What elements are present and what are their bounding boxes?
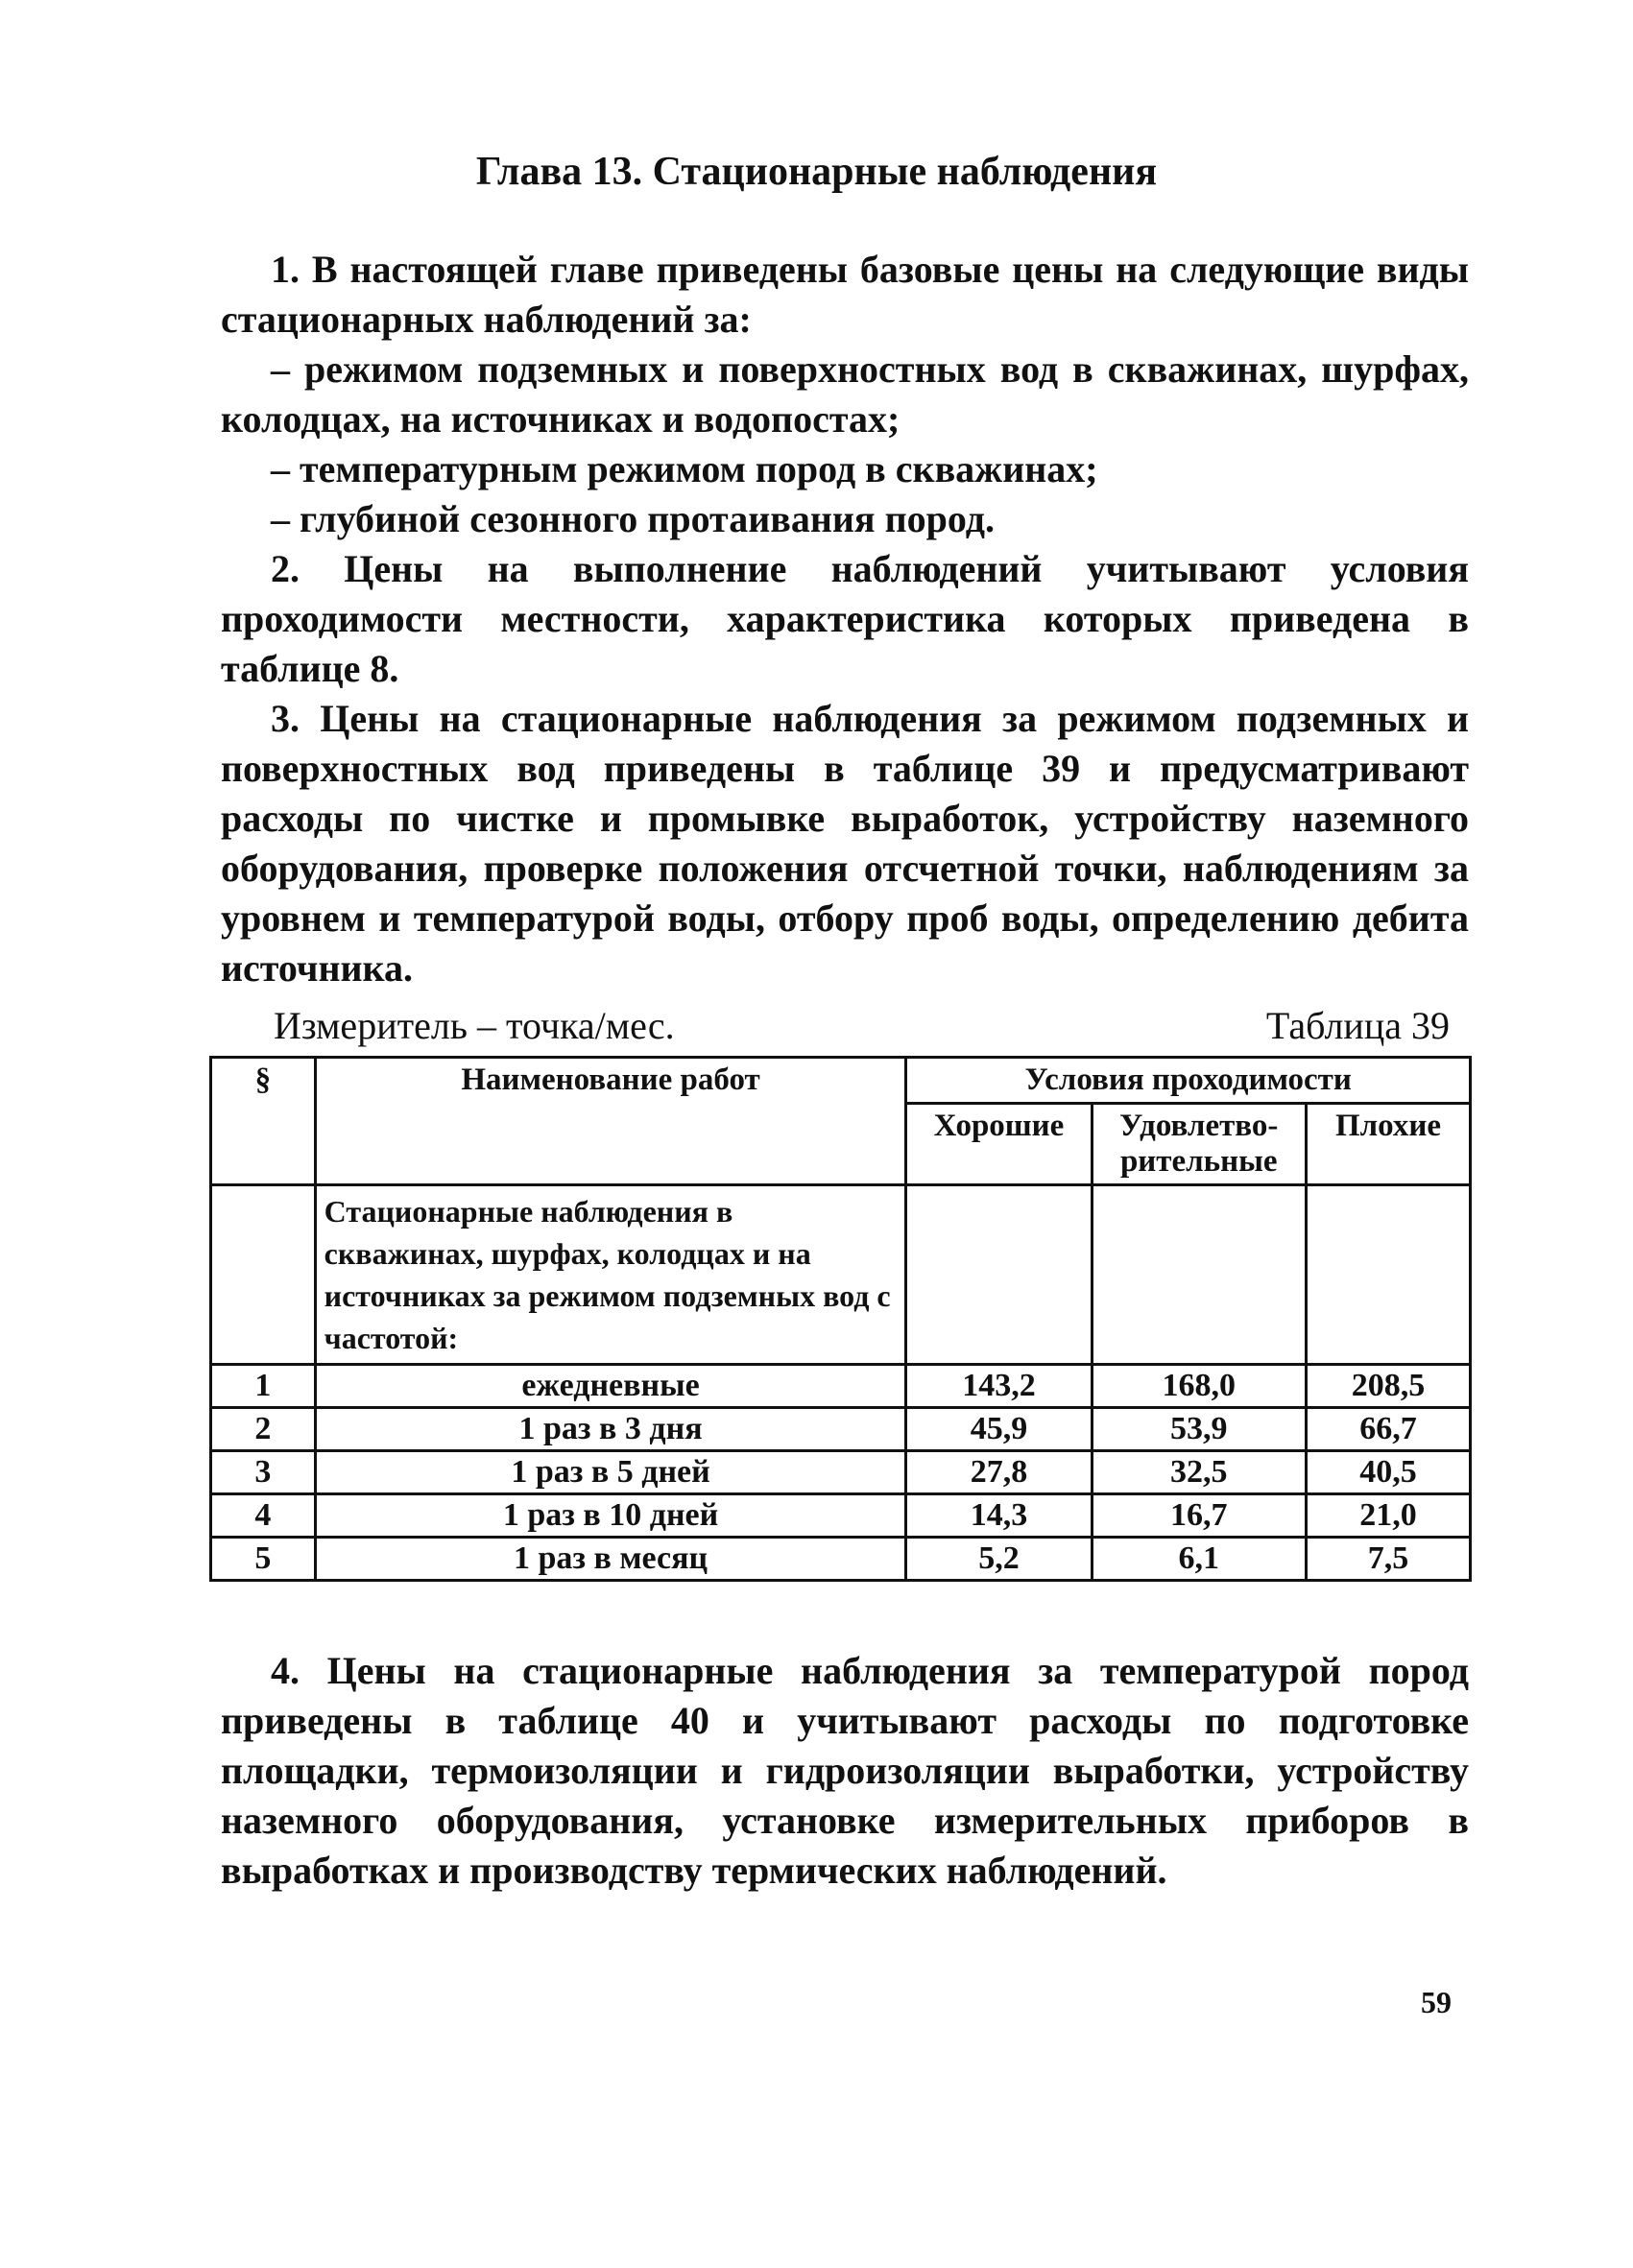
row-name: 1 раз в 10 дней: [315, 1494, 906, 1538]
price-bad: 21,0: [1306, 1494, 1470, 1538]
price-good: 143,2: [906, 1365, 1092, 1408]
price-good: 14,3: [906, 1494, 1092, 1538]
intro-paragraph-1: 1. В настоящей главе приведены базовые цены на следующие виды стационарных наблюдений за:: [221, 248, 1469, 341]
header-conditions: Условия проходимости: [906, 1058, 1471, 1104]
price-bad: 7,5: [1306, 1538, 1470, 1581]
header-good: Хорошие: [906, 1104, 1092, 1185]
row-number: 1: [211, 1365, 316, 1408]
header-name: Наименование работ: [315, 1058, 906, 1185]
row-name: ежедневные: [315, 1365, 906, 1408]
row-number: 5: [211, 1538, 316, 1581]
price-good: 27,8: [906, 1451, 1092, 1494]
row-name: 1 раз в 5 дней: [315, 1451, 906, 1494]
table-row: [211, 1494, 1471, 1538]
intro-text: [221, 245, 1469, 993]
price-satisfactory: 16,7: [1092, 1494, 1306, 1538]
price-bad: 208,5: [1306, 1365, 1470, 1408]
price-good: 45,9: [906, 1408, 1092, 1451]
table-header-row: [211, 1058, 1471, 1104]
header-bad: Плохие: [1306, 1104, 1470, 1185]
price-good: 5,2: [906, 1538, 1092, 1581]
header-section: §: [211, 1058, 316, 1185]
intro-item-groundwater: – режимом подземных и поверхностных вод в скважинах, шурфах, колодцах, на источниках и водопостах;: [221, 347, 1469, 441]
page-number: 59: [1421, 1985, 1452, 2019]
row-number: 2: [211, 1408, 316, 1451]
price-satisfactory: 32,5: [1092, 1451, 1306, 1494]
table-row: [211, 1408, 1471, 1451]
price-satisfactory: 6,1: [1092, 1538, 1306, 1581]
intro-item-temperature: – температурным режимом пород в скважинах;: [271, 447, 1098, 490]
row-name: 1 раз в месяц: [315, 1538, 906, 1581]
row-name: 1 раз в 3 дня: [315, 1408, 906, 1451]
intro-paragraph-2: 2. Цены на выполнение наблюдений учитывают условия проходимости местности, характеристика которых приведена в таблице 8.: [221, 547, 1469, 690]
table-group-row: [211, 1185, 1471, 1365]
table-caption-row: [274, 1003, 1450, 1048]
price-bad: 66,7: [1306, 1408, 1470, 1451]
closing-paragraph-4: 4. Цены на стационарные наблюдения за температурой пород приведены в таблице 40 и учитывают расходы по подготовке площадки, термоизоляции и гидроизоляции выработки, устройству наземного оборудования, установке измерительных приборов в выработках и производству термических наблюдений.: [221, 1649, 1469, 1892]
price-bad: 40,5: [1306, 1451, 1470, 1494]
intro-item-thawing: – глубиной сезонного протаивания пород.: [271, 497, 995, 540]
chapter-title: Глава 13. Стационарные наблюдения: [475, 150, 1158, 194]
row-number: 3: [211, 1451, 316, 1494]
intro-paragraph-3: 3. Цены на стационарные наблюдения за режимом подземных и поверхностных вод приведены в таблице 39 и предусматривают расходы по чистке и промывке выработок, устройству наземного оборудования, проверке положения отсчетной точки, наблюдениям за уровнем и температурой воды, отбору проб воды, определению дебита источника.: [221, 697, 1469, 990]
price-satisfactory: 168,0: [1092, 1365, 1306, 1408]
price-table: [209, 1056, 1472, 1582]
closing-text: [221, 1646, 1469, 1896]
table-row: [211, 1365, 1471, 1408]
header-satisfactory: Удовлетво-рительные: [1092, 1104, 1306, 1185]
table-caption: Таблица 39: [1265, 1004, 1450, 1047]
table-row: [211, 1451, 1471, 1494]
table-row: [211, 1538, 1471, 1581]
row-number: 4: [211, 1494, 316, 1538]
table-measure: Измеритель – точка/мес.: [274, 1004, 675, 1047]
price-satisfactory: 53,9: [1092, 1408, 1306, 1451]
group-label: Стационарные наблюдения в скважинах, шурфах, колодцах и на источниках за режимом подземных вод с частотой:: [315, 1185, 906, 1365]
